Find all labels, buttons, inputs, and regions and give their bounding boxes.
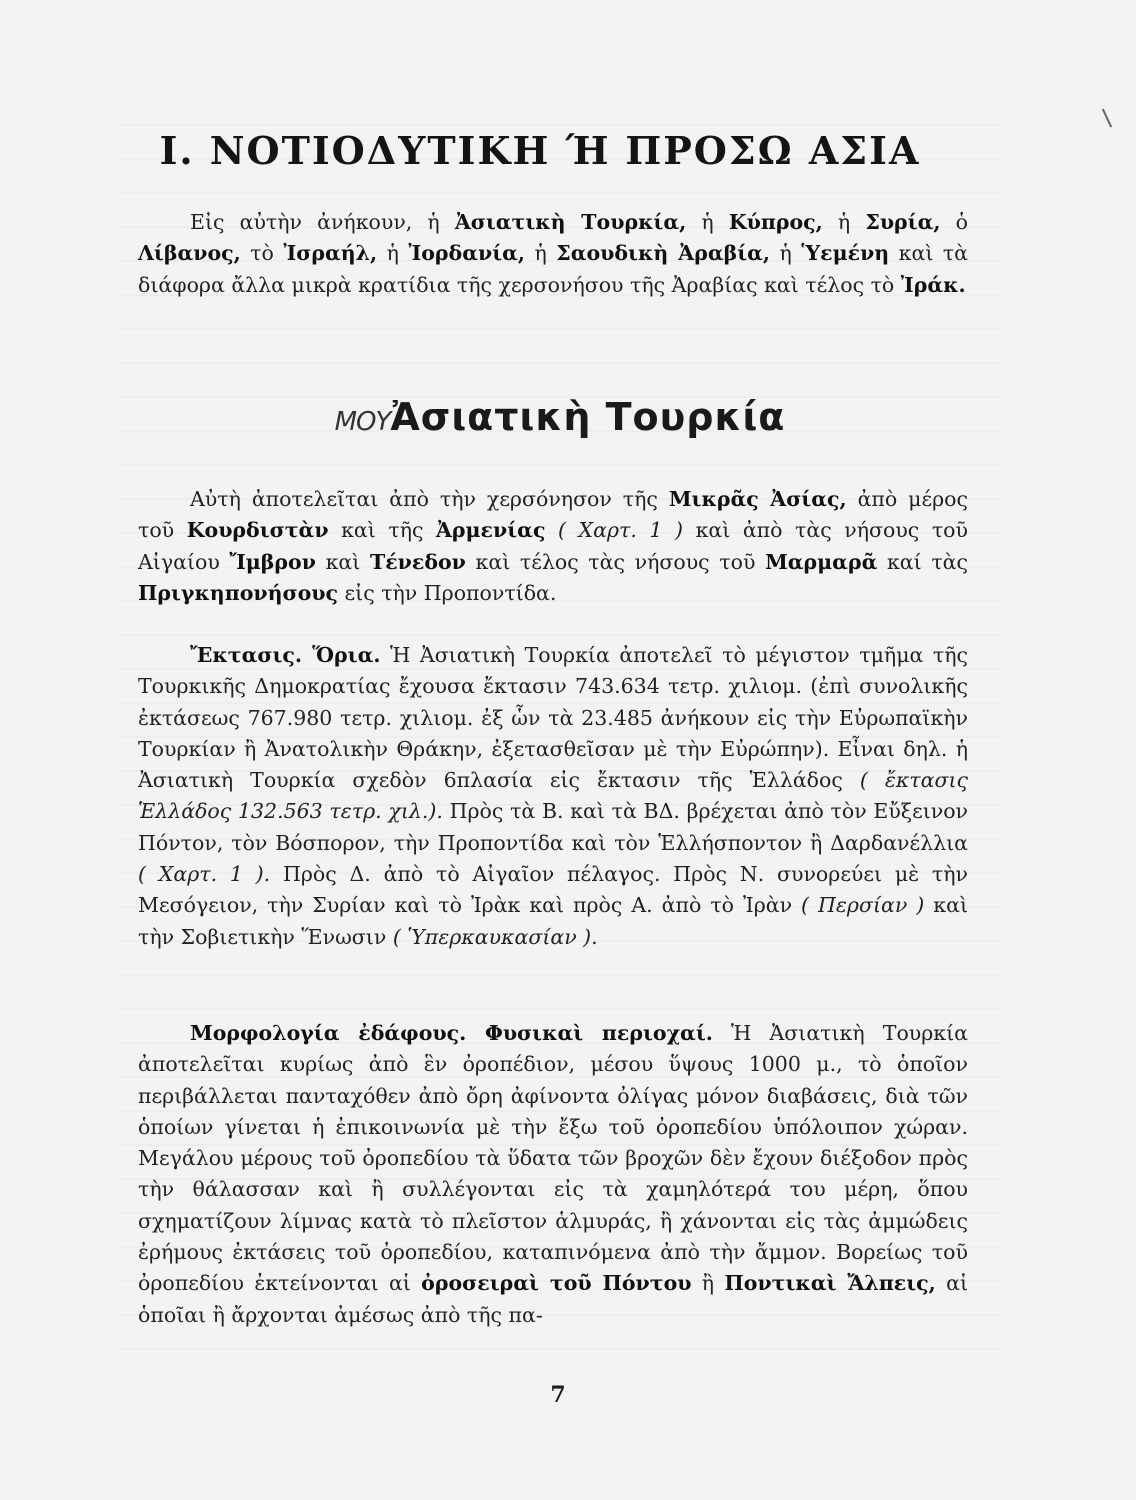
- paragraph-composition: Αὐτὴ ἀποτελεῖται ἀπὸ τὴν χερσόνησον τῆς Μικρᾶς Ἀσίας, ἀπὸ μέρος τοῦ Κουρδιστὰν καὶ τῆς Ἀρμενίας ( Χαρτ. 1 ) καὶ ἀπὸ τὰς νήσους τοῦ Αἰγαίου Ἴμβρον καὶ Τένεδον καὶ τέλος τὰς νήσους τοῦ Μαρμαρᾶ καί τὰς Πριγκηπονήσους εἰς τὴν Προποντίδα.: [138, 487, 968, 605]
- paragraph-extent-borders: Ἔκτασις. Ὅρια. Ἡ Ἀσιατικὴ Τουρκία ἀποτελεῖ τὸ μέγιστον τμῆμα τῆς Τουρκικῆς Δημοκρατίας ἔχουσα ἔκτασιν 743.634 τετρ. χιλιομ. (ἐπὶ συνολικῆς ἐκτάσεως 767.980 τετρ. χιλιομ. ἐξ ὧν τὰ 23.485 ἀνήκουν εἰς τὴν Εὐρωπαϊκὴν Τουρκίαν ἢ Ἀνατολικὴν Θράκην, ἐξετασθεῖσαν μὲ τὴν Εὐρώπην). Εἶναι δηλ. ἡ Ἀσιατικὴ Τουρκία σχεδὸν 6πλασία εἰς ἔκτασιν τῆς Ἑλλάδος ( ἔκτασις Ἑλλάδος 132.563 τετρ. χιλ.). Πρὸς τὰ Β. καὶ τὰ ΒΔ. βρέχεται ἀπὸ τὸν Εὔξεινον Πόντον, τὸν Βόσπορον, τὴν Προποντίδα καὶ τὸν Ἑλλήσποντον ἢ Δαρδανέλλια ( Χαρτ. 1 ). Πρὸς Δ. ἀπὸ τὸ Αἰγαῖον πέλαγος. Πρὸς Ν. συνορεύει μὲ τὴν Μεσόγειον, τὴν Συρίαν καὶ τὸ Ἰρὰκ καὶ πρὸς Α. ἀπὸ τὸ Ἰρὰν ( Περσίαν ) καὶ τὴν Σοβιετικὴν Ἕνωσιν ( Ὑπερκαυκασίαν ).: [138, 643, 969, 949]
- paragraph-morphology: Μορφολογία ἐδάφους. Φυσικαὶ περιοχαί. Ἡ Ἀσιατικὴ Τουρκία ἀποτελεῖται κυρίως ἀπὸ ἓν ὀροπέδιον, μέσου ὕψους 1000 μ., τὸ ὁποῖον περιβάλλεται πανταχόθεν ἀπὸ ὄρη ἀφίνοντα ὀλίγας μόνον διαβάσεις, διὰ τῶν ὁποίων γίνεται ἡ ἐπικοινωνία μὲ τὴν ἔξω τοῦ ὀροπεδίου ὑπόλοιπον χώραν. Μεγάλου μέρους τοῦ ὀροπεδίου τὰ ὕδατα τῶν βροχῶν δὲν ἔχουν διέξοδον πρὸς τὴν θάλασσαν καὶ ἢ συλλέγονται εἰς τὰ χαμηλότερά του μέρη, ὅπου σχηματίζουν λίμνας κατὰ τὸ πλεῖστον ἁλμυράς, ἢ χάνονται εἰς τὰς ἀμμώδεις ἐρήμους ἐκτάσεις τοῦ ὀροπεδίου, καταπινόμενα ἀπὸ τὴν ἄμμον. Βορείως τοῦ ὀροπεδίου ἐκτείνονται αἱ ὀροσειραὶ τοῦ Πόντου ἢ Ποντικαὶ Ἄλπεις, αἱ ὁποῖαι ἢ ἄρχονται ἀμέσως ἀπὸ τῆς πα-: [138, 1021, 969, 1327]
- handwritten-annotation: ΜΟΥ: [334, 407, 391, 437]
- page-number: 7: [550, 1382, 566, 1408]
- intro-paragraph: Εἰς αὐτὴν ἀνήκουν, ἡ Ἀσιατικὴ Τουρκία, ἡ Κύπρος, ἡ Συρία, ὁ Λίβανος, τὸ Ἰσραήλ, ἡ Ἰορδανία, ἡ Σαουδικὴ Ἀραβία, ἡ Ὑεμένη καὶ τὰ διάφορα ἄλλα μικρὰ κρατίδια τῆς χερσονήσου τῆς Ἀραβίας καὶ τέλος τὸ Ἰράκ.: [138, 210, 968, 297]
- pencil-mark: [1102, 109, 1112, 128]
- chapter-title: Ι. ΝΟΤΙΟΔΥΤΙΚΗ Ή ΠΡΟΣΩ ΑΣΙΑ: [159, 128, 921, 173]
- section-title: ΜΟΥἈσιατικὴ Τουρκία: [334, 395, 786, 439]
